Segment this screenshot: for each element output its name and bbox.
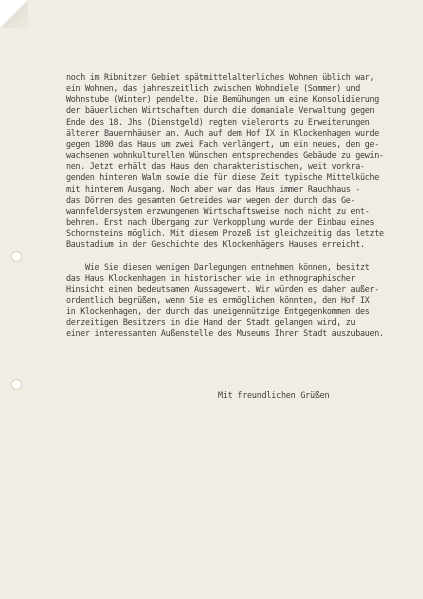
paragraph-1 — [66, 72, 404, 251]
text-line: Schornsteins möglich. Mit diesem Prozeß ist gleichzeitig das letzte — [66, 228, 384, 239]
text-line: mit hinterem Ausgang. Noch aber war das Haus immer Rauchhaus - — [66, 183, 361, 194]
closing-salutation: Mit freundlichen Grüßen — [218, 390, 330, 400]
text-line: ein Wohnen, das jahreszeitlich zwischen Wohndiele (Sommer) und — [66, 83, 361, 94]
text-line: Wohnstube (Winter) pendelte. Die Bemühungen um eine Konsolidierung — [66, 94, 379, 105]
text-line: Baustadium in der Geschichte des Klockenhägers Hauses erreicht. — [66, 239, 365, 250]
punch-hole — [11, 379, 22, 390]
text-line: älterer Bauernhäuser an. Auch auf dem Hof IX in Klockenhagen wurde — [66, 127, 379, 138]
text-line: das Dörren des gesamten Getreides war wegen der durch das Ge- — [66, 194, 356, 205]
text-line: das Haus Klockenhagen in historischer wie in ethnographischer — [66, 272, 356, 283]
text-line: wachsenen wohnkulturellen Wünschen entsprechendes Gebäude zu gewin- — [66, 150, 384, 161]
folded-corner — [0, 0, 28, 28]
text-line: Wie Sie diesen wenigen Darlegungen entnehmen können, besitzt — [66, 261, 370, 272]
text-line: wannfeldersystem erzwungenen Wirtschaftsweise noch nicht zu ent- — [66, 205, 370, 216]
text-line: derzeitigen Besitzers in die Hand der Stadt gelangen wird, zu — [66, 317, 356, 328]
punch-hole — [11, 251, 22, 262]
text-line: in Klockenhagen, der durch das uneigennützige Entgegenkommen des — [66, 306, 370, 317]
text-line: genden hinteren Walm sowie die für diese Zeit typische Mittelküche — [66, 172, 379, 183]
paragraph-2 — [66, 262, 404, 340]
text-line: Hinsicht einen bedeutsamen Aussagewert. Wir würden es daher außer- — [66, 283, 379, 294]
text-line: der bäuerlichen Wirtschaften durch die domaniale Verwaltung gegen — [66, 105, 375, 116]
text-line: Ende des 18. Jhs (Dienstgeld) regten vielerorts zu Erweiterungen — [66, 116, 370, 127]
text-line: gegen 1800 das Haus um zwei Fach verlängert, um ein neues, den ge- — [66, 138, 379, 149]
paragraph-spacer — [66, 251, 404, 262]
text-line: behren. Erst nach Übergang zur Verkopplung wurde der Einbau eines — [66, 217, 375, 228]
text-line: ordentlich begrüßen, wenn Sie es ermöglichen könnten, den Hof IX — [66, 294, 370, 305]
text-line: noch im Ribnitzer Gebiet spätmittelalterliches Wohnen üblich war, — [66, 72, 375, 82]
letter-body — [66, 72, 404, 340]
text-line: nen. Jetzt erhält das Haus den charakteristischen, weit vorkra- — [66, 161, 365, 172]
text-line: einer interessanten Außenstelle des Museums Ihrer Stadt auszubauen. — [66, 328, 384, 339]
